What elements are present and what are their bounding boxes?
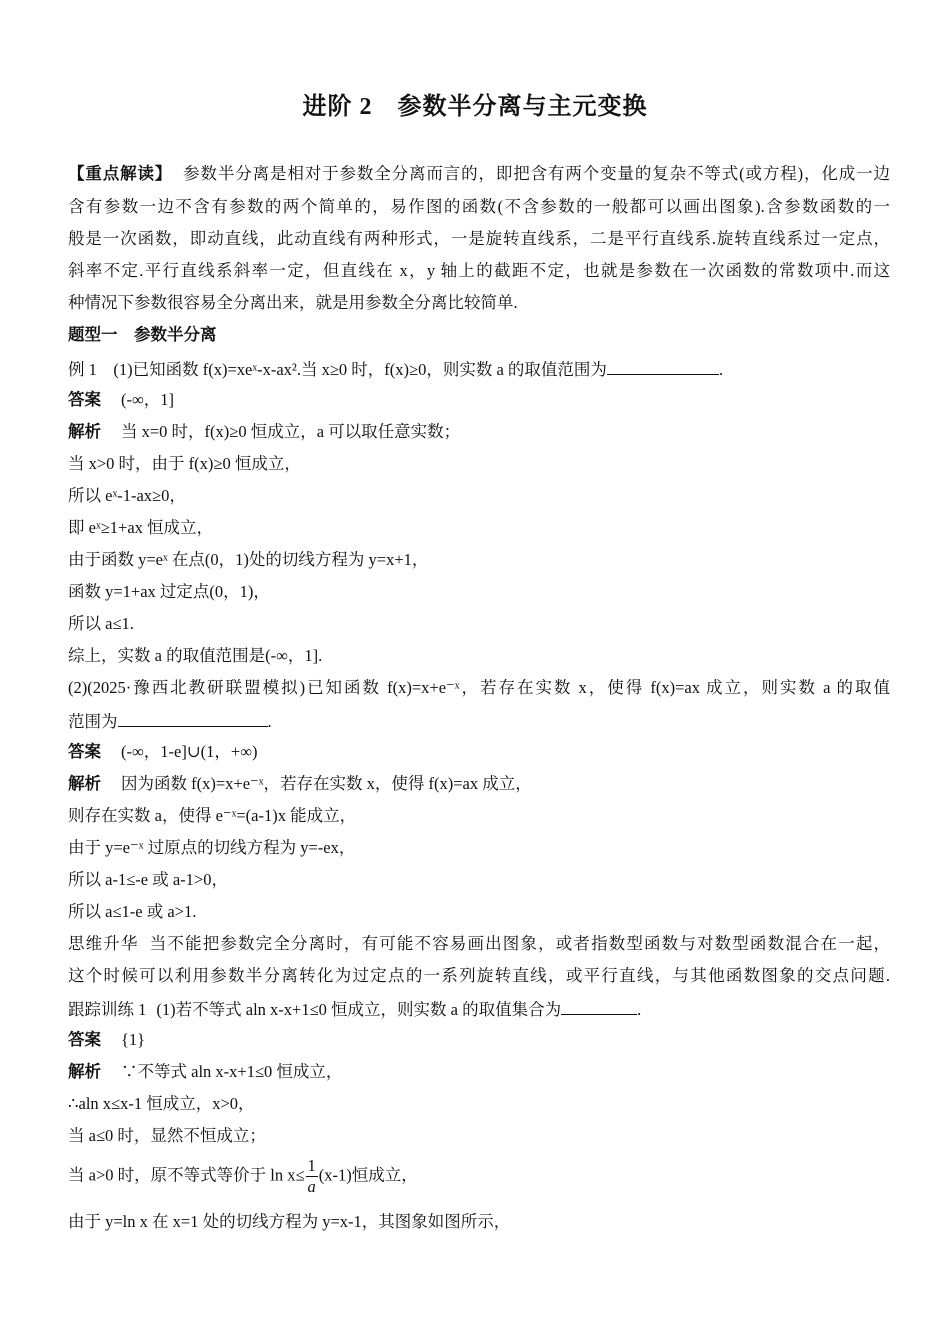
practice1-label: 跟踪训练 1 (68, 1000, 147, 1019)
insight-line-1: 思维升华 当不能把参数完全分离时，有可能不容易画出图象，或者指数型函数与对数型函数混合在一起， (68, 934, 891, 953)
practice1-analysis-4: 当 a>0 时，原不等式等价于 ln x≤ $\frac{1}{a}$ (x-1)恒成立， (68, 1156, 418, 1196)
example1-part2-analysis-2: 则存在实数 a，使得 e⁻ˣ=(a-1)x 能成立， (68, 806, 357, 825)
example1-analysis-1: 解析 当 x=0 时，f(x)≥0 恒成立，a 可以取任意实数； (68, 422, 461, 441)
intro-line-3: 般是一次函数，即动直线，此动直线有两种形式，一是旋转直线系，二是平行直线系.旋转直线系过一定点， (68, 229, 890, 248)
example1-analysis-4: 即 eˣ≥1+ax 恒成立， (68, 518, 214, 537)
practice1-question: 跟踪训练 1 (1)若不等式 aln x-x+1≤0 恒成立，则实数 a 的取值集合为 . (68, 997, 641, 1021)
answer-blank (118, 709, 268, 727)
page-title: 进阶 2 参数半分离与主元变换 (302, 94, 648, 120)
example1-analysis-7: 所以 a≤1. (68, 614, 134, 633)
example1-part2-question-1: (2)(2025·豫西北教研联盟模拟)已知函数 f(x)=x+e⁻ˣ，若存在实数 x，使得 f(x)=ax 成立，则实数 a 的取值 (68, 678, 890, 697)
intro-line-2: 含有参数一边不含有参数的两个简单的，易作图的函数(不含参数的一般都可以画出图象).含参数函数的一 (68, 197, 890, 216)
example1-part2-answer: 答案 (-∞，1-e]∪(1，+∞) (68, 742, 258, 761)
example1-question: 例 1 (1)已知函数 f(x)=xeˣ-x-ax².当 x≥0 时，f(x)≥0，则实数 a 的取值范围为 . (68, 357, 723, 381)
intro-line-4: 斜率不定.平行直线系斜率一定，但直线在 x，y 轴上的截距不定，也就是参数在一次函数的常数项中.而这 (68, 261, 890, 280)
insight-label: 思维升华 (68, 934, 139, 953)
practice1-analysis-3: 当 a≤0 时，显然不恒成立； (68, 1126, 266, 1145)
section-title: 题型一 参数半分离 (68, 325, 217, 344)
practice1-analysis-2: ∴aln x≤x-1 恒成立，x>0， (68, 1094, 255, 1113)
answer-blank (607, 357, 719, 375)
example1-answer: 答案 (-∞，1] (68, 390, 174, 409)
example1-analysis-5: 由于函数 y=eˣ 在点(0，1)处的切线方程为 y=x+1， (68, 550, 429, 569)
example1-part2-analysis-1: 解析 因为函数 f(x)=x+e⁻ˣ，若存在实数 x，使得 f(x)=ax 成立， (68, 774, 532, 793)
practice1-analysis-1: 解析 ∵不等式 aln x-x+1≤0 恒成立， (68, 1062, 343, 1081)
intro-tag: 【重点解读】 (68, 164, 173, 183)
example1-part2-analysis-4: 所以 a-1≤-e 或 a-1>0， (68, 870, 228, 889)
intro-line-1: 【重点解读】 参数半分离是相对于参数全分离而言的，即把含有两个变量的复杂不等式(或方程)，化成一边 (68, 164, 890, 183)
example1-part2-analysis-5: 所以 a≤1-e 或 a>1. (68, 902, 197, 921)
practice1-answer: 答案 {1} (68, 1030, 146, 1049)
example1-part2-question-2: 范围为 . (68, 709, 272, 733)
example1-part2-analysis-3: 由于 y=e⁻ˣ 过原点的切线方程为 y=-ex， (68, 838, 356, 857)
practice1-analysis-5: 由于 y=ln x 在 x=1 处的切线方程为 y=x-1，其图象如图所示， (68, 1212, 511, 1231)
example1-analysis-8: 综上，实数 a 的取值范围是(-∞，1]. (68, 646, 323, 665)
intro-line-5: 种情况下参数很容易全分离出来，就是用参数全分离比较简单. (68, 293, 518, 312)
insight-line-2: 这个时候可以利用参数半分离转化为过定点的一系列旋转直线，或平行直线，与其他函数图象的交点问题. (68, 966, 890, 985)
answer-blank (561, 997, 637, 1015)
example1-analysis-6: 函数 y=1+ax 过定点(0，1)， (68, 582, 270, 601)
fraction: $\frac{1}{a}$ (307, 1156, 316, 1196)
example1-analysis-3: 所以 eˣ-1-ax≥0， (68, 486, 186, 505)
example1-analysis-2: 当 x>0 时，由于 f(x)≥0 恒成立， (68, 454, 301, 473)
